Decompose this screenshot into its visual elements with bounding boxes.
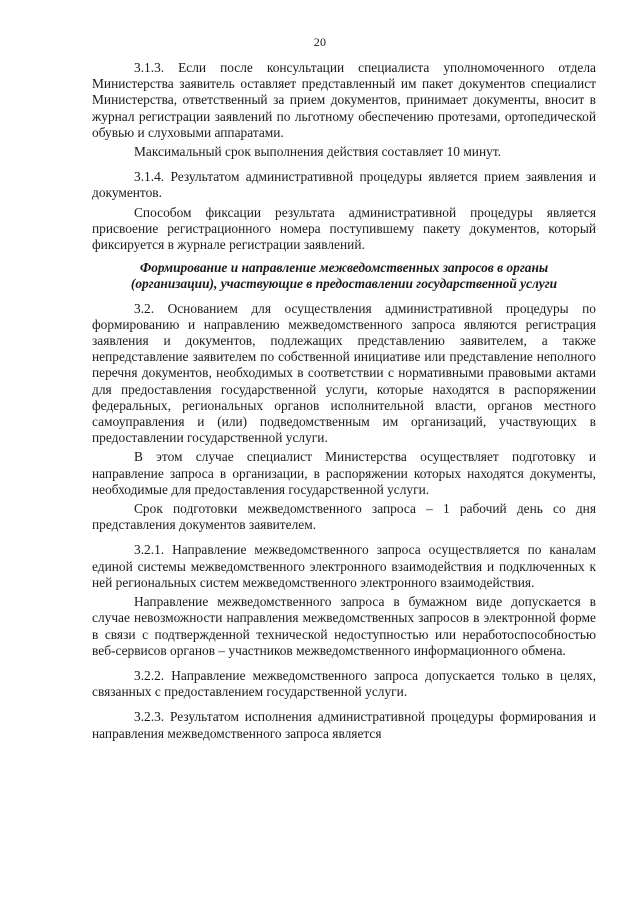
paragraph-3-2-1: 3.2.1. Направление межведомственного запроса осуществляется по каналам единой системы межведомственного электронного взаимодействия и подключенных к ней региональных систем межведомственного электронного взаимодействия. <box>92 542 596 590</box>
paragraph-case: В этом случае специалист Министерства осуществляет подготовку и направление запроса в организации, в распоряжении которых находятся документы, необходимые для предоставления государственной услуги. <box>92 449 596 497</box>
paragraph-3-2: 3.2. Основанием для осуществления административной процедуры по формированию и направлению межведомственного запроса являются регистрация заявления и документов, подлежащих представлению заявителем, а также непредставление заявителем по собственной инициативе или представление неполного перечня документов, необходимых в соответствии с нормативными правовыми актами для предоставления государственной услуги, которые находятся в распоряжении федеральных, региональных органов исполнительной власти, органов местного самоуправления и (или) подведомственным им организаций, участвующих в предоставлении государственной услуги. <box>92 300 596 446</box>
paragraph-3-2-3: 3.2.3. Результатом исполнения административной процедуры формирования и направления межведомственного запроса является <box>92 709 596 741</box>
paragraph-deadline: Срок подготовки межведомственного запроса – 1 рабочий день со дня представления документов заявителем. <box>92 501 596 533</box>
paragraph-3-2-2: 3.2.2. Направление межведомственного запроса допускается только в целях, связанных с предоставлением государственной услуги. <box>92 667 596 700</box>
paragraph-fixation: Способом фиксации результата административной процедуры является присвоение регистрационного номера поступившему пакету документов, который фиксируется в журнале регистрации заявлений. <box>92 204 596 253</box>
paragraph-max-time: Максимальный срок выполнения действия составляет 10 минут. <box>134 144 502 160</box>
document-body <box>92 60 596 745</box>
section-heading: Формирование и направление межведомственных запросов в органы (организации), участвующие в предоставлении государственной услуги <box>130 260 558 292</box>
paragraph-3-1-3: 3.1.3. Если после консультации специалиста уполномоченного отдела Министерства заявитель оставляет представленный им пакет документов специалист Министерства, ответственный за прием документов, принимает документы, вносит в журнал регистрации заявлений по льготному обеспечению протезами, ортопедической обувью и слуховыми аппаратами. <box>92 60 596 140</box>
page-number: 20 <box>313 35 327 49</box>
paragraph-3-1-4: 3.1.4. Результатом административной процедуры является прием заявления и документов. <box>92 169 596 201</box>
paragraph-paper: Направление межведомственного запроса в бумажном виде допускается в случае невозможности направления межведомственных запросов в электронной форме в связи с подтвержденной технической недоступностью или неработоспособностью веб-сервисов органов – участников межведомственного информационного обмена. <box>92 594 596 658</box>
